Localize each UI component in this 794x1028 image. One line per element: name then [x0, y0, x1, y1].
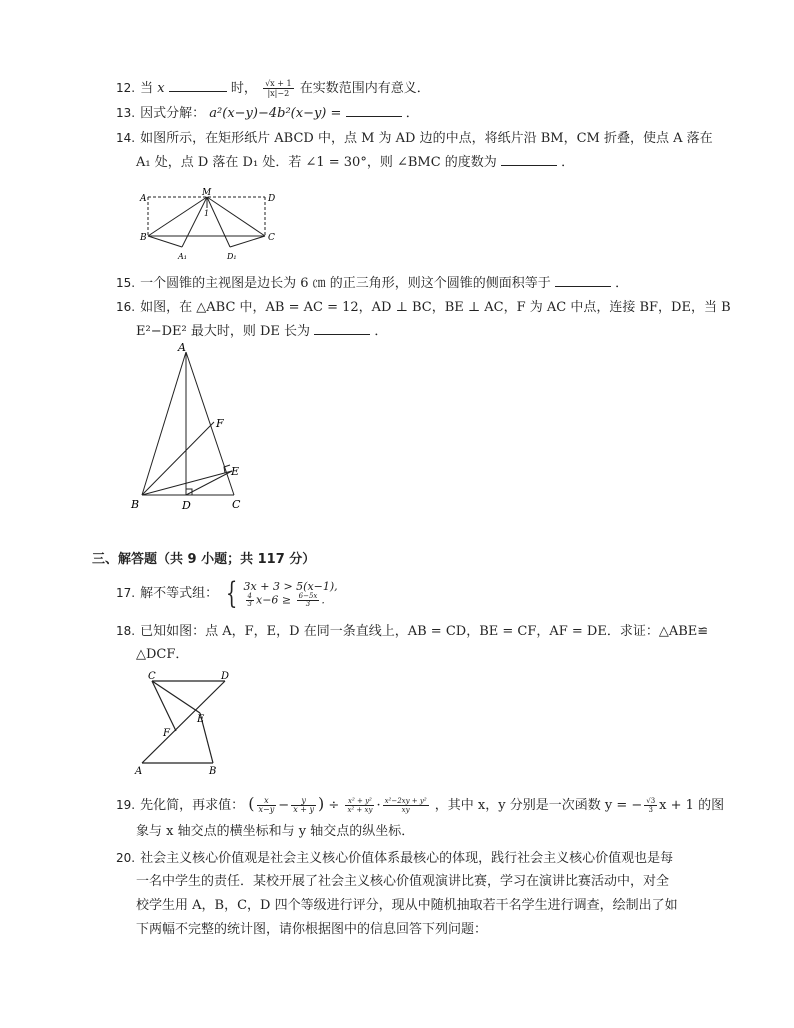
question-14-line1: 14. 如图所示，在矩形纸片 ABCD 中，点 M 为 AD 边的中点，将纸片沿 BM，CM 折叠，使点 A 落在 — [116, 131, 713, 146]
q16-label-b: B — [131, 498, 140, 511]
q14-label-c: C — [268, 233, 275, 243]
q14-label-d1: D₁ — [227, 252, 237, 261]
q17-inequality-system: 3x + 3 > 5(x−1), $\frac{4}{3}$ x−6 ≥ $\frac{6-5x}{3}$ . — [243, 579, 338, 608]
q16-label-d: D — [182, 499, 191, 512]
question-19-line1: 19. 先化简，再求值： ( $\frac{x}{x-y}$ − $\frac{y}{x + y}$ ) ÷ $\frac{\text{x² + y²}}{\text{x² + xy}}$ · $\frac{\text{x²−2xy + y²}}{xy}$ ，其中 x，y 分别是一次函数 y = − $\frac{√3}{3}$ x + 1 的图 — [116, 794, 725, 814]
question-18-line1: 18. 已知如图：点 A，F，E，D 在同一条直线上，AB = CD，BE = CF，AF = DE．求证：△ABE≌ — [116, 624, 709, 639]
q14-label-b: B — [140, 233, 147, 243]
q14-answer-blank — [501, 153, 557, 166]
q14-label-a: A — [140, 194, 147, 204]
question-20-line2: 一名中学生的责任．某校开展了社会主义核心价值观演讲比赛，学习在演讲比赛活动中，对全 — [136, 874, 670, 889]
question-16-line2: E²−DE² 最大时，则 DE 长为 ． — [136, 324, 388, 339]
question-15: 15. 一个圆锥的主视图是边长为 6 ㎝ 的正三角形，则这个圆锥的侧面积等于 ． — [116, 276, 629, 291]
question-17: 17. 解不等式组： { 3x + 3 > 5(x−1), $\frac{4}{3}$ x−6 ≥ $\frac{6-5x}{3}$ . — [116, 575, 338, 611]
q18-label-b: B — [209, 766, 217, 777]
question-19-line2: 象与 x 轴交点的横坐标和与 y 轴交点的纵坐标． — [136, 824, 415, 839]
q13-answer-blank — [346, 104, 402, 117]
q16-answer-blank — [314, 322, 370, 335]
q16-label-e: E — [231, 465, 240, 478]
q18-label-d: D — [221, 671, 230, 682]
q18-label-e: E — [197, 714, 205, 725]
question-14-line2: A₁ 处，点 D 落在 D₁ 处．若 ∠1 = 30°，则 ∠BMC 的度数为 ． — [136, 155, 575, 170]
question-20-line4: 下两幅不完整的统计图，请你根据图中的信息回答下列问题： — [136, 922, 488, 937]
q16-figure-isosceles-triangle — [128, 340, 253, 515]
question-20-line1: 20. 社会主义核心价值观是社会主义核心价值体系最核心的体现，践行社会主义核心价值观也是每 — [116, 851, 674, 866]
q18-figure-congruent-triangles — [130, 668, 240, 778]
q12-answer-blank — [169, 79, 227, 92]
q16-label-c: C — [232, 498, 241, 511]
q18-label-c: C — [148, 671, 156, 682]
question-16-line1: 16. 如图，在 △ABC 中，AB = AC = 12，AD ⊥ BC，BE ⊥ AC，F 为 AC 中点，连接 BF，DE，当 B — [116, 300, 731, 315]
q14-label-m: M — [202, 188, 212, 198]
q16-label-f: F — [216, 417, 224, 430]
question-12: 12. 当 x 时， $\frac{√x + 1}{|x|-2}$ 在实数范围内有意义． — [116, 79, 430, 98]
question-18-line2: △DCF． — [136, 647, 189, 662]
q12-fraction: $\frac{√x + 1}{|x|-2}$ — [265, 79, 292, 98]
q14-figure-folded-rectangle — [138, 186, 286, 266]
q16-label-a: A — [178, 341, 186, 354]
q12-number: 12. — [116, 81, 136, 95]
q15-answer-blank — [555, 274, 611, 287]
q14-label-1: 1 — [204, 209, 210, 218]
question-13: 13. 因式分解： a²(x−y)−4b²(x−y) = ． — [116, 106, 419, 121]
q17-system-brace: { — [226, 575, 238, 611]
q13-expression: a²(x−y)−4b²(x−y) = — [209, 106, 342, 121]
question-20-line3: 校学生用 A，B，C，D 四个等级进行评分，现从中随机抽取若干名学生进行调查，绘制出了如 — [136, 898, 678, 913]
section-3-title: 三、解答题（共 9 小题；共 117 分） — [92, 552, 316, 567]
q14-label-d: D — [268, 194, 276, 204]
q18-label-f: F — [163, 728, 170, 739]
q14-label-a1: A₁ — [178, 252, 187, 261]
q18-label-a: A — [135, 766, 143, 777]
